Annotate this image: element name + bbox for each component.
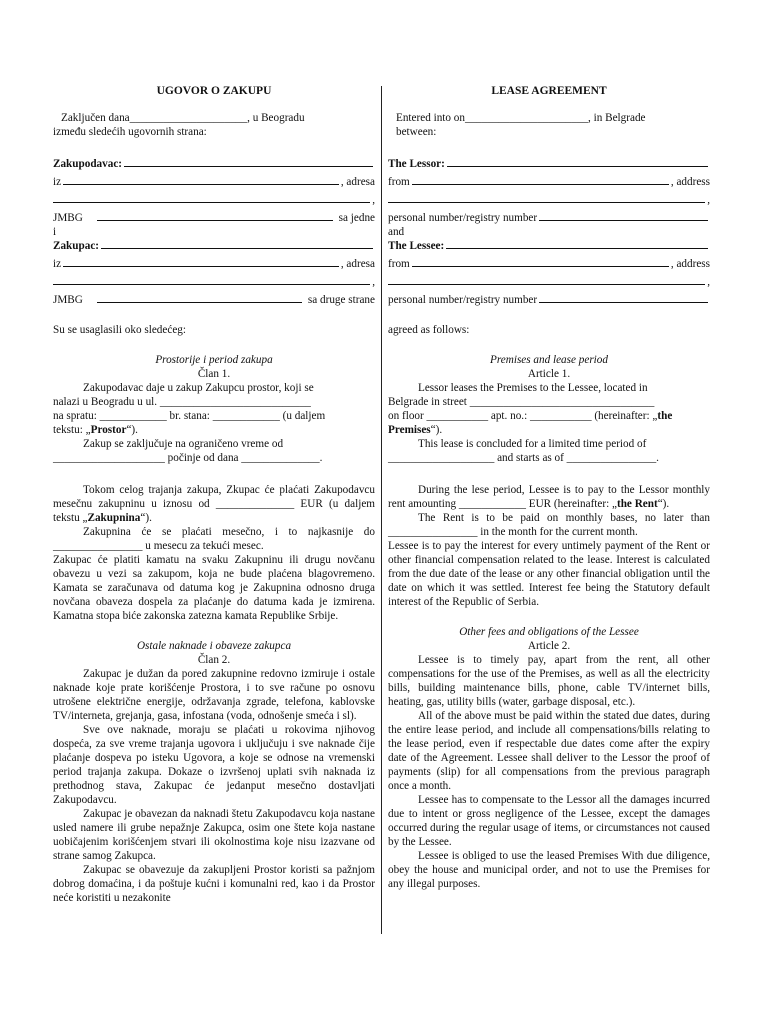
lessee-registry-field[interactable]: personal number/registry number xyxy=(388,293,710,307)
lessor-address-continuation[interactable]: , xyxy=(53,193,375,207)
lessee-address-field[interactable]: from , address xyxy=(388,258,710,270)
fees-paragraph-2: All of the above must be paid within the stated due dates, during the entire lease period, and include all compensations/bills relating to the lease period, even if respectable due dates come after the expiry date of the Agreement. Lessee shall deliver to the Lessor the proof of payments (slip) for all compensations from the previous paragraph once a month. xyxy=(388,710,710,792)
lessor-jmbg-field[interactable]: JMBG sa jedne xyxy=(53,212,375,224)
defined-term-prostor: Prostor xyxy=(90,424,127,436)
lessee-label: Zakupac: xyxy=(53,240,100,252)
defined-term-zakupnina: Zakupnina xyxy=(87,512,141,524)
lessee-label: The Lessee: xyxy=(388,240,445,252)
defined-term-rent: the Rent xyxy=(616,498,658,510)
section-heading-other-fees: Other fees and obligations of the Lessee xyxy=(459,626,639,638)
lessee-jmbg-field[interactable]: JMBG sa druge strane xyxy=(53,294,375,306)
section-heading-premises: Prostorije i period zakupa xyxy=(155,354,273,366)
interest-paragraph: Lessee is to pay the interest for every untimely payment of the Rent or other financial compensation related to the lease. Interest is calculated from the due date of the lease or any other financial obligation until the date on which it was settled. Interest fee being the Statutory default interest of the Republic of Serbia. xyxy=(388,540,710,608)
use-paragraph: Lessee is obliged to use the leased Premises With due diligence, obey the house and municipal order, and not to use the Premises for any illegal purposes. xyxy=(388,850,710,890)
intro-line-1: Zaključen dana_____________________, u Beogradu xyxy=(61,112,305,124)
fees-paragraph-1: Zakupac je dužan da pored zakupnine redovno izmiruje i ostale naknade koje prate korišćenje Prostora, i to sve račune po osnovu utrošene električne energije, održavanja zgrade, telefona, kablovske TV/interneta, grejanja, gasa, infostana (voda, odnošenje smeća i sl). xyxy=(53,668,375,722)
agreed-statement: agreed as follows: xyxy=(388,324,470,336)
contract-title-en: LEASE AGREEMENT xyxy=(491,85,607,97)
lessor-name-field[interactable] xyxy=(388,157,710,171)
section-heading-premises: Premises and lease period xyxy=(490,354,608,366)
lessee-address-field[interactable]: iz , adresa xyxy=(53,258,375,270)
intro-line-1: Entered into on______________________, in Belgrade xyxy=(396,112,646,124)
rent-paragraph-1: During the lese period, Lessee is to pay to the Lessor monthly rent amounting ____________ EUR (hereinafter: „the Rent“). xyxy=(388,484,710,510)
fees-paragraph-2: Sve ove naknade, moraju se plaćati u rokovima njihovog dospeća, za sve vreme trajanja ugovora i uključuju i sve naknade čije plaćanje dospeva po isteku Ugovora, a koje se odnose na vremenski period trajanja zakupa. Dokaze o izvršenoj uplati svih naknada iz prethodnog stava, Zakupac će jedanput mesečno dostavljati Zakupodavcu. xyxy=(53,724,375,806)
lessor-address-field[interactable]: from , address xyxy=(388,176,710,188)
defined-term-premises: Premises xyxy=(388,424,431,436)
lessee-name-field[interactable] xyxy=(53,239,375,253)
damages-paragraph: Lessee has to compensate to the Lessor all the damages incurred due to intent or gross negligence of the Lessee, except the damages occurred during the regular usage of items, or circumstances not caused by the Lessee. xyxy=(388,794,710,848)
article-1-label: Član 1. xyxy=(197,368,231,380)
column-divider xyxy=(381,86,382,934)
article-2-label: Article 2. xyxy=(527,640,571,652)
intro-line-2: between: xyxy=(396,126,437,138)
lessor-registry-field[interactable]: personal number/registry number xyxy=(388,211,710,225)
lessor-address-continuation[interactable]: , xyxy=(388,193,710,207)
damages-paragraph: Zakupac je obavezan da naknadi štetu Zakupodavcu koja nastane usled namere ili grube nepažnje Zakupca, osim one štete koja nastane uobičajenim korišćenjem stvari ili okolnostima koje nisu izazvane od strane samog Zakupca. xyxy=(53,808,375,862)
lessor-label: The Lessor: xyxy=(388,158,445,170)
lessor-address-field[interactable]: iz , adresa xyxy=(53,176,375,188)
conjunction-and: and xyxy=(388,226,405,238)
rent-paragraph-2: Zakupnina će se plaćati mesečno, i to najkasnije do ________________ u mesecu za tekući mesec. xyxy=(53,526,375,552)
serbian-column: UGOVOR O ZAKUPU Zaključen dana_____________________, u Beogradu između sledećih ugovornih strana: Zakupodavac: iz , adresa , JMBG sa jedne i Zakupac: iz , adresa , JMBG sa druge strane Su se usaglasili oko sledećeg: Prostorije i period zakupa Član 1. Zakupodavac daje u zakup Zakupcu prostor, koji se nalazi u Beogradu u ul. ___________________________ na spratu: ____________ br. stana: ____________ (u daljem tekstu: „Prostor“). Zakup se zaključuje na ograničeno vreme od ____________________ počinje od dana ______________. Tokom celog trajanja zakupa, Zkupac će plaćati Zakupodavcu mesečnu zakupninu u iznosu od ______________ EUR (u daljem tekstu „Zakupnina“). Zakupnina će se plaćati mesečno, i to najkasnije do ________________ u mesecu za tekući mesec. Zakupac će platiti kamatu na svaku Zakupninu ili drugu novčanu obavezu u vezi sa zakupom, koja ne bude plaćena blagovremeno. Kamata se zaračunava od datuma kog je Zakupnina odnosno druga novčana obaveza dospela za plaćanje do datuma kada je izmirena. Kamatna stopa biće zakonska zatezna kamata Republike Srbije. Ostale naknade i obaveze zakupca Član 2. Zakupac je dužan da pored zakupnine redovno izmiruje i ostale naknade koje prate korišćenje Prostora, i to sve račune po osnovu utrošene električne energije, održavanja zgrade, telefona, kablovske TV/interneta, grejanja, gasa, infostana (voda, odnošenje smeća i sl). Sve ove naknade, moraju se plaćati u rokovima njihovog dospeća, za sve vreme trajanja ugovora i uključuju i sve naknade čije plaćanje dospeva po isteku Ugovora, a koje se odnose na vremenski period trajanja zakupa. Dokaze o izvršenoj uplati svih naknada iz prethodnog stava, Zakupac će jedanput mesečno dostavljati Zakupodavcu. Zakupac je obavezan da naknadi štetu Zakupodavcu koja nastane usled namere ili grube nepažnje Zakupca, osim one štete koja nastane uobičajenim korišćenjem stvari ili okolnostima koje nisu izazvane od strane samog Zakupca. Zakupac se obavezuje da zakupljeni Prostor koristi sa pažnjom dobrog domaćina, i da poštuje kućni i komunalni red, kao i da Prostor neće koristiti u nezakonite xyxy=(53,85,375,904)
section-heading-other-fees: Ostale naknade i obaveze zakupca xyxy=(136,640,292,652)
lessor-name-field[interactable] xyxy=(53,157,375,171)
english-column: LEASE AGREEMENT Entered into on______________________, in Belgrade between: The Lessor: from , address , personal number/registry number and The Lessee: from , address , personal number/registry number agreed as follows: Premises and lease period Article 1. Lessor leases the Premises to the Lessee, located in Belgrade in street _________________________________ on floor ___________ apt. no.: ___________ (hereinafter: „the Premises“). This lease is concluded for a limited time period of ___________________ and starts as of ________________. During the lese period, Lessee is to pay to the Lessor monthly rent amounting ____________ EUR (hereinafter: „the Rent“). The Rent is to be paid on monthly bases, no later than ________________ in the month for the current month. Lessee is to pay the interest for every untimely payment of the Rent or other financial compensation related to the lease. Interest is calculated from the due date of the lease or any other financial obligation until the date on which it was settled. Interest fee being the Statutory default interest of the Republic of Serbia. Other fees and obligations of the Lessee Article 2. Lessee is to timely pay, apart from the rent, all other compensations for the use of the Premises, as well as all the electricity bills, building maintenance bills, phone, cable TV/internet bills, heating, gas, utility bills (water, garbage disposal, etc.). All of the above must be paid within the stated due dates, during the entire lease period, and include all compensations/bills relating to the lease period, even if respectable due dates come after the expiry date of the Agreement. Lessee shall deliver to the Lessor the proof of payments (slip) for all compensations from the previous paragraph once a month. Lessee has to compensate to the Lessor all the damages incurred due to intent or gross negligence of the Lessee, except the damages occurred during the regular usage of items, or circumstances not caused by the Lessee. Lessee is obliged to use the leased Premises With due diligence, obey the house and municipal order, and not to use the Premises for any illegal purposes. xyxy=(388,85,710,890)
use-paragraph: Zakupac se obavezuje da zakupljeni Prostor koristi sa pažnjom dobrog domaćina, i da poštuje kućni i komunalni red, kao i da Prostor neće koristiti u nezakonite xyxy=(53,864,375,904)
article-1-label: Article 1. xyxy=(527,368,571,380)
lessor-label: Zakupodavac: xyxy=(53,158,123,170)
article-2-label: Član 2. xyxy=(197,654,231,666)
fees-paragraph-1: Lessee is to timely pay, apart from the rent, all other compensations for the use of the Premises, as well as all the electricity bills, building maintenance bills, phone, cable TV/internet bills, heating, gas, utility bills (water, garbage disposal, etc.). xyxy=(388,654,710,708)
rent-paragraph-1: Tokom celog trajanja zakupa, Zkupac će plaćati Zakupodavcu mesečnu zakupninu u iznosu od ______________ EUR (u daljem tekstu „Zakupnina“). xyxy=(53,484,375,524)
intro-line-2: između sledećih ugovornih strana: xyxy=(53,126,207,138)
lessee-name-field[interactable] xyxy=(388,239,710,253)
agreed-statement: Su se usaglasili oko sledećeg: xyxy=(53,324,186,336)
rent-paragraph-2: The Rent is to be paid on monthly bases, no later than ________________ in the month for the current month. xyxy=(388,512,710,538)
lessee-address-continuation[interactable]: , xyxy=(388,275,710,289)
conjunction-and: i xyxy=(53,226,57,238)
contract-title-sr: UGOVOR O ZAKUPU xyxy=(156,85,272,97)
interest-paragraph: Zakupac će platiti kamatu na svaku Zakupninu ili drugu novčanu obavezu u vezi sa zakupom, koja ne bude plaćena blagovremeno. Kamata se zaračunava od datuma kog je Zakupnina odnosno druga novčana obaveza dospela za plaćanje do datuma kada je izmirena. Kamatna stopa biće zakonska zatezna kamata Republike Srbije. xyxy=(53,554,375,622)
lessee-address-continuation[interactable]: , xyxy=(53,275,375,289)
